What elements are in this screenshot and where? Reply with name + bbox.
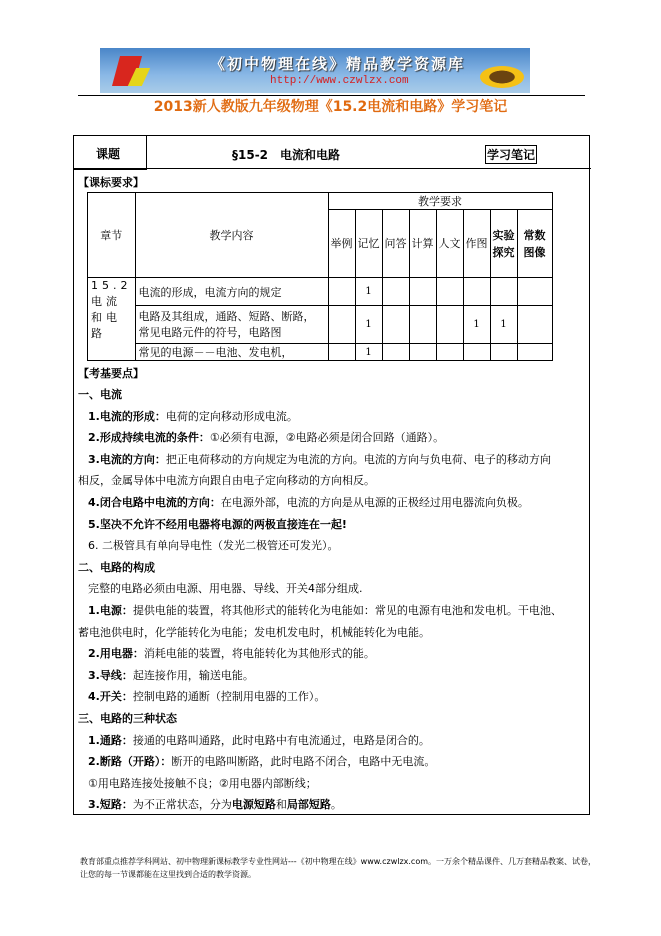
point-line — [88, 494, 529, 510]
sunflower-icon — [480, 66, 524, 88]
point-line — [88, 645, 375, 661]
point-text: 提供电能的装置，将其他形式的能转化为电能如：常见的电源有电池和发电机。干电池、 — [132, 604, 562, 617]
point-line — [88, 602, 562, 618]
point-bold-text: 4.闭合电路中电流的方向： — [88, 496, 221, 509]
content-cell: 电流的形成，电流方向的规定 — [135, 278, 328, 306]
point-bold-text: 局部短路 — [286, 798, 331, 812]
topic-title: §15-2 电流和电路 — [232, 148, 341, 162]
mark-cell — [490, 344, 517, 361]
mark-cell — [517, 278, 552, 306]
point-bold-text: 电源短路 — [231, 798, 276, 812]
mark-cell — [409, 278, 436, 306]
point-bold-text: 一、电流 — [78, 388, 122, 401]
mark-cell — [463, 278, 490, 306]
mark-cell — [328, 344, 355, 361]
point-text: 为不正常状态，分为 — [132, 798, 232, 812]
mark-cell — [328, 278, 355, 306]
col-content: 教学内容 — [135, 193, 328, 278]
point-bold-text: 4.开关： — [88, 690, 133, 704]
point-bold-text: 5.坚决不允许不经用电器将电源的两极直接连在一起! — [88, 517, 347, 531]
table-row — [88, 344, 553, 361]
notes-box — [73, 135, 590, 815]
mark-cell — [463, 344, 490, 361]
point-bold-text: 二、电路的构成 — [78, 560, 155, 574]
col-requirements: 教学要求 — [328, 193, 552, 210]
mark-cell — [328, 306, 355, 344]
point-line — [88, 516, 347, 532]
point-line — [78, 710, 177, 726]
point-bold-text: 1.电流的形成： — [88, 409, 166, 423]
mark-cell — [409, 344, 436, 361]
point-line — [88, 580, 363, 596]
point-text: 消耗电能的装置，将电能转化为其他形式的能。 — [143, 647, 375, 661]
req-col-header: 问答 — [382, 210, 409, 278]
req-col-header: 举例 — [328, 210, 355, 278]
req-col-header: 实验探究 — [490, 210, 517, 278]
topic-label-cell — [74, 136, 147, 170]
point-bold-text: 1.通路： — [88, 733, 133, 747]
req-col-header: 记忆 — [355, 210, 382, 278]
point-text: 接通的电路叫通路，此时电路中有电流通过，电路是闭合的。 — [132, 733, 430, 747]
point-bold-text: 2.形成持续电流的条件： — [88, 431, 210, 445]
point-bold-text: 1.电源： — [88, 604, 133, 617]
point-line — [88, 688, 325, 704]
mark-cell — [382, 344, 409, 361]
point-line — [78, 559, 155, 575]
point-text: 把正电荷移动的方向规定为电流的方向。电流的方向与负电荷、电子的移动方向 — [165, 452, 551, 466]
table-row — [88, 278, 553, 306]
points-heading: 【考基要点】 — [78, 367, 144, 380]
point-text: 蓄电池供电时，化学能转化为电能；发电机发电时，机械能转化为电能。 — [78, 625, 430, 639]
point-text: 起连接作用，输送电能。 — [132, 668, 254, 682]
point-line — [88, 775, 317, 791]
mark-cell: 1 — [463, 306, 490, 344]
notes-badge: 学习笔记 — [485, 145, 537, 164]
mark-cell — [382, 278, 409, 306]
point-text: 。 — [330, 798, 342, 812]
point-text: ①用电路连接处接触不良；②用电器内部断线； — [88, 776, 317, 790]
chapter-cell: 15.2 电流和电路 — [88, 278, 136, 361]
document-title: 2013新人教版九年级物理《15.2电流和电路》学习笔记 — [153, 99, 508, 115]
point-line — [88, 408, 298, 424]
mark-cell — [517, 306, 552, 344]
mark-cell — [490, 278, 517, 306]
point-text: 电荷的定向移动形成电流。 — [165, 409, 298, 423]
mark-cell — [517, 344, 552, 361]
point-bold-text: 2.断路（开路）： — [88, 755, 172, 769]
point-line — [78, 472, 375, 488]
point-text: ①必须有电源，②电路必须是闭合回路（通路）。 — [209, 431, 445, 445]
point-line — [88, 796, 342, 812]
point-line — [88, 537, 339, 553]
point-line — [88, 429, 444, 445]
point-text: 相反，金属导体中电流方向跟自由电子定向移动的方向相反。 — [78, 474, 375, 488]
mark-cell: 1 — [355, 344, 382, 361]
point-bold-text: 3.导线： — [88, 668, 133, 682]
banner-url: http://www.czwlzx.com — [270, 75, 409, 87]
req-col-header: 常数图像 — [517, 210, 552, 278]
mark-cell — [436, 306, 463, 344]
point-line — [88, 451, 551, 467]
point-text: 断开的电路叫断路，此时电路不闭合，电路中无电流。 — [171, 755, 436, 769]
topic-label: 课题 — [96, 147, 121, 161]
content-cell: 电路及其组成，通路、短路、断路，常见电路元件的符号，电路图 — [135, 306, 328, 344]
site-banner[interactable] — [100, 48, 530, 93]
point-text: 完整的电路必须由电源、用电器、导线、开关4部分组成. — [88, 582, 363, 596]
content-cell: 常见的电源－－电池、发电机， — [135, 344, 328, 361]
req-col-header: 人文 — [436, 210, 463, 278]
standards-heading: 【课标要求】 — [78, 176, 144, 189]
banner-title: 《初中物理在线》精品教学资源库 — [210, 55, 466, 73]
mark-cell — [436, 278, 463, 306]
mark-cell: 1 — [355, 306, 382, 344]
point-text: 在电源外部，电流的方向是从电源的正极经过用电器流向负极。 — [220, 496, 529, 509]
table-row — [88, 306, 553, 344]
mark-cell — [409, 306, 436, 344]
mark-cell: 1 — [490, 306, 517, 344]
point-line — [78, 386, 122, 402]
point-text: 和 — [275, 798, 287, 812]
point-bold-text: 3.短路： — [88, 798, 133, 812]
point-text: 6. 二极管具有单向导电性（发光二极管还可发光）。 — [88, 539, 339, 553]
point-line — [88, 732, 430, 748]
req-col-header: 作图 — [463, 210, 490, 278]
mark-cell — [382, 306, 409, 344]
point-bold-text: 2.用电器： — [88, 647, 144, 661]
mark-cell — [436, 344, 463, 361]
mark-cell: 1 — [355, 278, 382, 306]
point-bold-text: 三、电路的三种状态 — [78, 712, 177, 725]
standards-table — [87, 192, 553, 361]
point-text: 控制电路的通断（控制用电器的工作）。 — [132, 690, 326, 704]
req-col-header: 计算 — [409, 210, 436, 278]
point-bold-text: 3.电流的方向： — [88, 452, 166, 466]
col-chapter: 章节 — [88, 193, 136, 278]
point-line — [88, 753, 435, 769]
point-line — [78, 624, 430, 640]
footer-note: 教育部重点推荐学科网站、初中物理新课标教学专业性网站---《初中物理在线》www.czwlzx.com。一万余个精品课件、几万套精品教案、试卷，让您的每一节课都能在这里找到合适的教学资源。 — [80, 857, 597, 879]
point-line — [88, 667, 254, 683]
